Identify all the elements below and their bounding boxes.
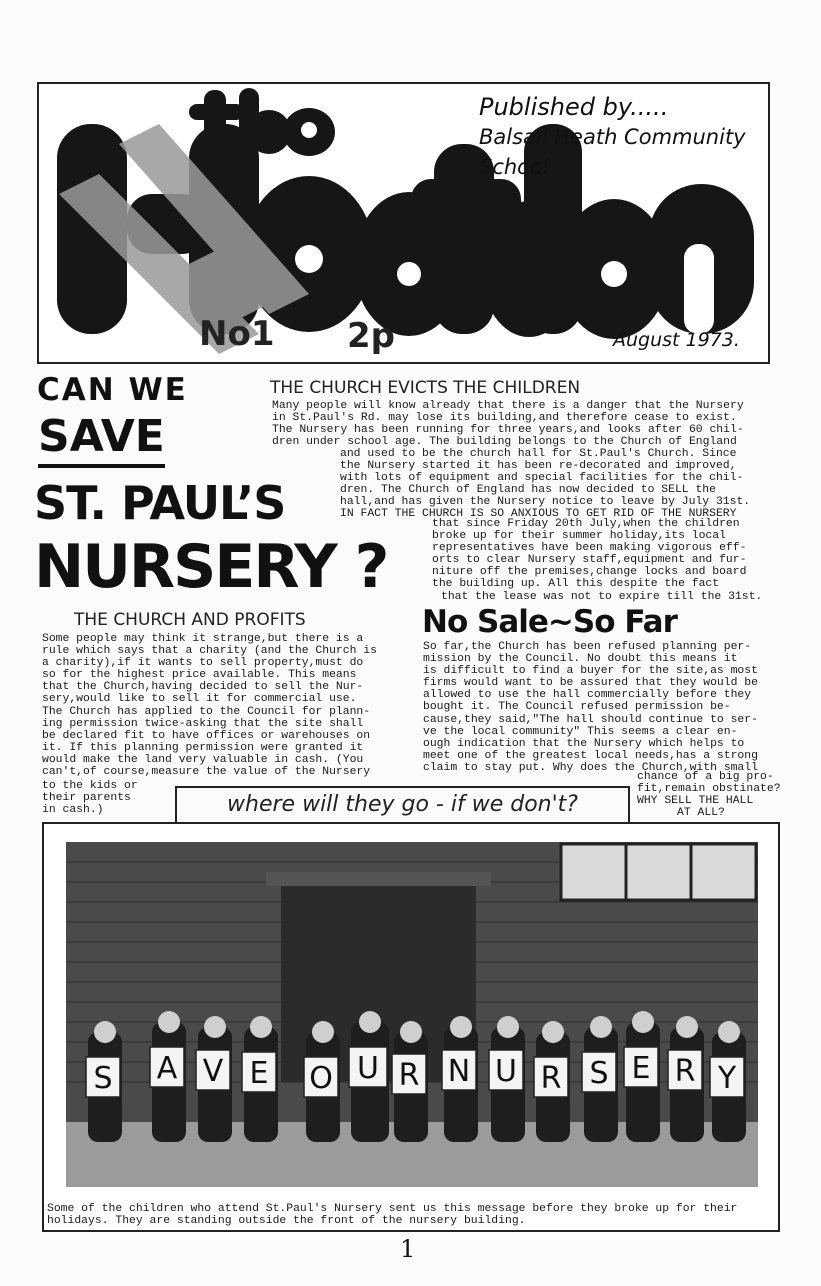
text-line: in St.Paul's Rd. may lose its building,and therefore cease to exist. [272,412,737,425]
text-line: and used to be the church hall for St.Paul's Church. Since [340,448,737,460]
placard-letter: E [249,1056,269,1091]
text-line: hall,and has given the Nursery notice to leave by July 31st. [340,496,751,509]
headline-line-1: CAN WE [37,372,188,408]
text-line: Some people may think it strange,but there is a [42,633,364,645]
text-line: bought it. The Council refused permission be- [423,701,731,714]
text-line: broke up for their summer holiday,its local [432,530,726,543]
text-line: ve the local community" This seems a clear en- [423,725,738,738]
article-church-evicts-part-c [432,518,746,591]
text-line: in cash.) [42,804,104,817]
text-line: representatives have been making vigorous eff- [432,542,747,555]
publisher-credit [479,92,769,182]
placard-letter: E [631,1051,651,1086]
text-line: mission by the Council. No doubt this means it [423,653,738,666]
article-church-evicts-part-b [340,448,750,521]
placard-letter: S [93,1061,113,1096]
article-church-evicts-part-a [272,400,744,448]
text-line: Many people will know already that there is a danger that the Nursery [272,400,744,412]
text-line: rule which says that a charity (and the Church is [42,645,377,658]
issue-price: 2p [347,316,395,356]
placard-letter: S [589,1056,609,1091]
issue-date: August 1973. [613,329,740,351]
text-line: their parents [42,792,131,805]
article-title-church-evicts: THE CHURCH EVICTS THE CHILDREN [270,378,581,398]
text-line: meet one of the greatest local needs,has a strong [423,749,758,762]
text-line: the Nursery started it has been re-decorated and improved, [340,460,737,473]
placard-letter: R [540,1061,562,1096]
text-line: so for the highest price available. This means [42,669,357,682]
placard-letter: Y [717,1061,737,1096]
placard-letter: O [309,1061,333,1096]
article-no-sale-tail [637,771,781,819]
text-line: sery,would like to sell it for commercial use. [42,693,357,706]
text-line: IN FACT THE CHURCH IS SO ANXIOUS TO GET RID OF THE NURSERY [340,508,737,521]
masthead [37,82,770,364]
text-line: claim to stay put. Why does the Church,with small [423,761,758,774]
text-line: that since Friday 20th July,when the children [432,518,740,530]
page-number: 1 [400,1235,416,1263]
publisher-line-2: Balsall Heath Community School [479,125,746,179]
text-line: the building up. All this despite the fact [432,578,720,591]
text-line: that the Church,having decided to sell the Nur- [42,681,364,694]
text-line: ing permission twice-asking that the site shall [42,717,364,730]
issue-number: No1 [199,314,275,354]
article-title-no-sale: No Sale~So Far [422,604,677,640]
callout-where-will-they-go: where will they go - if we don't? [175,786,630,822]
article-church-profits-tail [42,780,138,816]
text-line: chance of a big pro- [637,771,774,783]
text-line: can't,of course,measure the value of the Nursery [42,766,371,779]
placard-letter: N [447,1054,471,1089]
text-line: would make the land very valuable in cash. (You [42,753,364,766]
text-line: is difficult to find a buyer for the site,as most [423,665,758,678]
placard-letter: R [674,1054,696,1089]
photo-frame [42,822,780,1232]
article-church-evicts-last-line: that the lease was not to expire till the 31st. [441,591,763,603]
nursery-photo [66,842,758,1187]
caption-line-1: Some of the children who attend St.Paul's Nursery sent us this message before they broke up for their [47,1203,738,1215]
headline-line-2: SAVE [38,410,165,468]
text-line: orts to clear Nursery staff,equipment and fur- [432,554,747,567]
text-line: be declared fit to have offices or warehouses on [42,729,371,742]
text-line: allowed to use the hall commercially before they [423,689,752,702]
text-line: with lots of equipment and special facilities for the chil- [340,472,744,485]
text-line: The Church has applied to the Council for plann- [42,705,371,718]
text-line: fit,remain obstinate? [637,783,781,796]
headline-line-4: NURSERY ? [34,532,388,602]
text-line: cause,they said,"The hall should continue to ser- [423,713,758,726]
placard-letter: A [156,1051,178,1086]
placard-letter: U [495,1054,517,1089]
text-line: it. If this planning permission were granted it [42,741,364,754]
headline-line-3: ST. PAUL’S [34,476,286,530]
text-line: to the kids or [42,780,138,792]
text-line: AT ALL? [677,807,725,820]
article-title-church-profits: THE CHURCH AND PROFITS [74,610,306,630]
publisher-line-1: Published by..... [479,93,669,121]
placard-letter: U [357,1051,379,1086]
text-line: So far,the Church has been refused planning per- [423,641,752,653]
text-line: niture off the premises,change locks and board [432,566,747,579]
article-no-sale-body [423,641,758,774]
text-line: dren. The Church of England has now decided to SELL the [340,484,716,497]
article-church-profits-body [42,633,377,778]
placard-letter: R [398,1058,420,1093]
text-line: a charity),if it wants to sell property,must do [42,657,364,670]
text-line: The Nursery has been running for three years,and looks after 60 chil- [272,424,744,437]
text-line: firms would want to be assured that they would be [423,677,758,690]
text-line: dren under school age. The building belongs to the Church of England [272,436,737,449]
photo-caption [47,1203,782,1227]
placard-letter: V [202,1054,224,1089]
text-line: ough indication that the Nursery which helps to [423,737,745,750]
caption-line-2: holidays. They are standing outside the front of the nursery building. [47,1215,526,1228]
text-line: WHY SELL THE HALL [637,795,754,808]
